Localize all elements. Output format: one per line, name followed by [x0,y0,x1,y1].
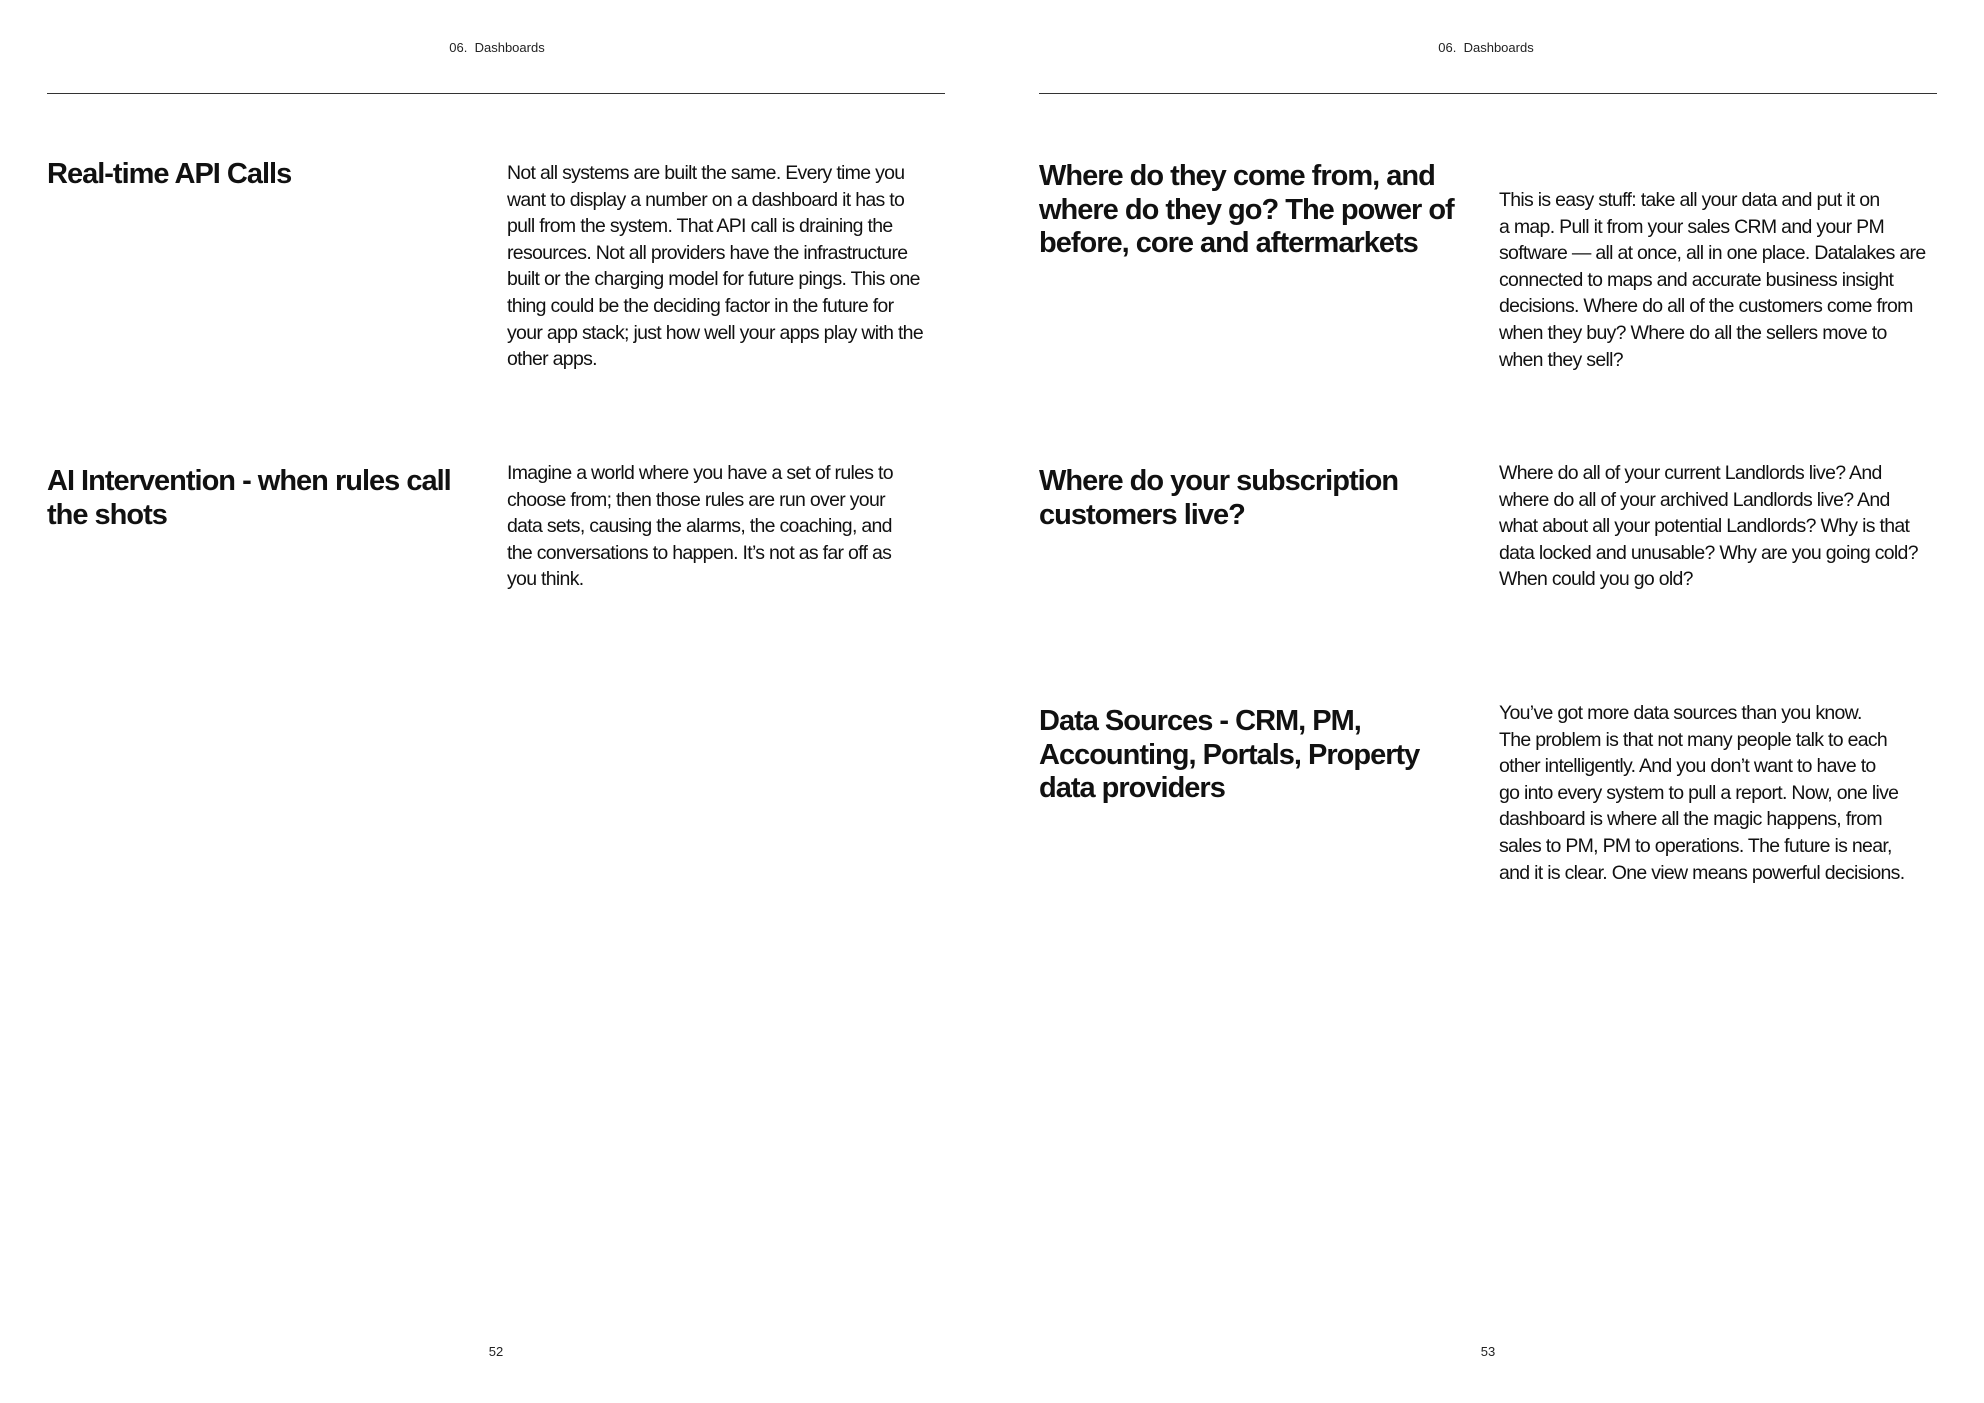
section-heading [1039,465,1398,532]
text-line: when they buy? Where do all the sellers move to [1499,321,1887,344]
section-heading [47,465,451,532]
header-rule [47,93,945,94]
text-line: dashboard is where all the magic happens, from [1499,808,1882,831]
header-rule [1039,93,1937,94]
text-line: where do all of your archived Landlords live? And [1499,488,1890,511]
text-line: software — all at once, all in one place. Datalakes are [1499,242,1926,265]
text-line: go into every system to pull a report. Now, one live [1499,781,1899,804]
text-line: your app stack; just how well your apps play with the [507,321,923,344]
section-body [1499,187,1926,373]
section-body [1499,460,1918,593]
text-line: This is easy stuff: take all your data and put it on [1499,189,1880,211]
text-line: Where do your subscription [1039,465,1399,497]
text-line: Imagine a world where you have a set of rules to [507,462,893,484]
text-line: data sets, causing the alarms, the coaching, and [507,515,892,538]
page-number: 52 [488,1344,504,1359]
text-line: Accounting, Portals, Property [1039,738,1420,771]
text-line: Where do they come from, and [1039,160,1435,192]
section-heading [47,158,291,192]
text-line: when they sell? [1499,348,1623,371]
text-line: You’ve got more data sources than you know. [1499,702,1862,724]
text-line: pull from the system. That API call is draining the [507,215,893,238]
section-heading [1039,705,1419,806]
text-line: the conversations to happen. It’s not as far off as [507,541,892,564]
page-53 [992,0,1984,1403]
section-body [507,460,893,593]
text-line: sales to PM, PM to operations. The future is near, [1499,834,1892,857]
text-line: thing could be the deciding factor in the future for [507,294,894,317]
text-line: connected to maps and accurate business insight [1499,268,1894,291]
running-head: 06. Dashboards [449,40,545,55]
section-body [1499,700,1904,886]
text-line: data locked and unusable? Why are you going cold? [1499,541,1918,564]
text-line: Real-time API Calls [47,158,292,190]
text-line: Data Sources - CRM, PM, [1039,705,1361,737]
text-line: the shots [47,498,167,531]
text-line: When could you go old? [1499,568,1693,591]
text-line: you think. [507,568,584,591]
text-line: Not all systems are built the same. Every time you [507,162,905,184]
text-line: choose from; then those rules are run over your [507,488,885,511]
text-line: resources. Not all providers have the infrastructure [507,241,908,264]
text-line: before, core and aftermarkets [1039,227,1418,259]
running-head: 06. Dashboards [1438,40,1534,55]
text-line: and it is clear. One view means powerful decisions. [1499,861,1905,884]
text-line: where do they go? The power of [1039,193,1454,226]
section-body [507,160,923,373]
text-line: want to display a number on a dashboard it has to [507,188,905,211]
text-line: decisions. Where do all of the customers come from [1499,295,1913,318]
page-number: 53 [1480,1344,1496,1359]
text-line: other intelligently. And you don’t want to have to [1499,755,1876,778]
text-line: AI Intervention - when rules call [47,465,451,497]
text-line: data providers [1039,772,1225,804]
text-line: a map. Pull it from your sales CRM and your PM [1499,215,1885,238]
text-line: customers live? [1039,498,1245,531]
text-line: Where do all of your current Landlords live? And [1499,462,1882,484]
text-line: what about all your potential Landlords? Why is that [1499,515,1910,538]
section-heading [1039,160,1454,261]
text-line: built or the charging model for future pings. This one [507,268,920,291]
text-line: The problem is that not many people talk to each [1499,728,1888,751]
text-line: other apps. [507,348,597,371]
